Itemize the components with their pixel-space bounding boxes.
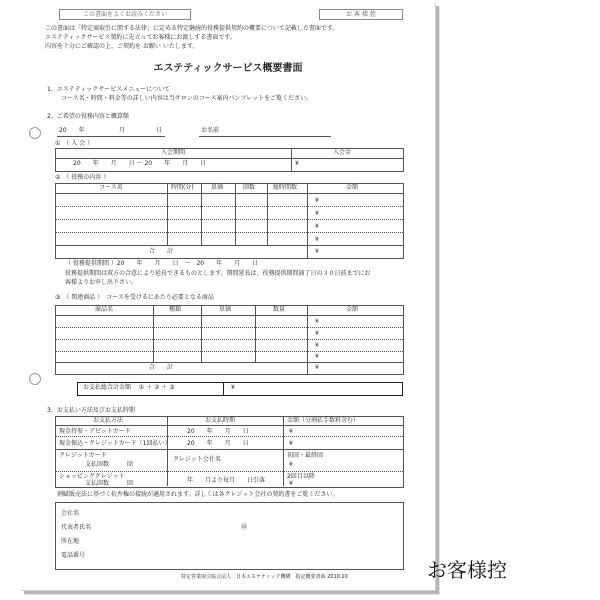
payment-timing: 20 年 月 日 xyxy=(187,440,249,447)
table-rule xyxy=(55,436,403,437)
date-underline xyxy=(57,136,165,137)
yen-sign: ¥ xyxy=(295,160,299,167)
section3-note: 割賦販売法に基づく抗弁権の接続が適用されます。詳しくは各クレジット会社の契約書をご覧ください。 xyxy=(57,491,339,498)
enroll-period-value: 20 年 月 日 〜 20 年 月 日 xyxy=(73,160,207,167)
table-rule xyxy=(55,425,403,426)
provision-period: （ 役務提供期間 ）20 年 月 日 〜 20 年 月 日 xyxy=(65,260,259,267)
down-payment: 初回・最終回 xyxy=(287,452,324,459)
grand-total-label: お支払総合計金額 ① ＋ ② ＋ ③ xyxy=(83,384,175,391)
yen-sign: ¥ xyxy=(315,210,319,217)
section1-body: コース名・時間・料金等の詳しい内容は当サロンのコース案内パンフレットをご覧ください。 xyxy=(61,95,313,102)
shopping-label: ショッピングクレジット xyxy=(59,473,125,480)
column-header: 総時間数 xyxy=(273,184,298,191)
credit-company: クレジット会社名 xyxy=(173,456,221,463)
seal-mark: ㊞ xyxy=(241,524,248,531)
column-header: お支払方法 xyxy=(93,417,124,424)
service-total-label: 合 計 xyxy=(149,248,174,255)
yen-sign: ¥ xyxy=(315,330,319,337)
date-month: 月 xyxy=(119,127,126,134)
table-rule xyxy=(55,327,403,328)
table-rule xyxy=(307,183,308,258)
payment-method: 現金持参・デビットカード xyxy=(59,428,131,435)
yen-sign: ¥ xyxy=(289,480,293,487)
section1-heading: 1、エステティックサービスメニューについて xyxy=(47,86,171,93)
yen-sign: ¥ xyxy=(315,197,319,204)
punch-hole xyxy=(29,373,41,385)
column-header: 金額（分割払手数料含む） xyxy=(287,417,360,424)
shop-info-box xyxy=(55,502,404,570)
table-rule xyxy=(55,158,403,159)
intro-line: エステティックサービス契約に先立ってお客様にお渡しする書面です。 xyxy=(45,34,236,41)
yen-sign: ¥ xyxy=(289,440,293,447)
column-header: 金額 xyxy=(346,184,359,191)
column-header: 時間(分) xyxy=(171,184,194,191)
table-rule xyxy=(307,305,308,374)
table-rule xyxy=(167,416,168,486)
table-rule xyxy=(201,183,202,245)
table-rule xyxy=(55,219,403,220)
notice-box-left: この書面をよくお読みください xyxy=(59,9,191,20)
table-rule xyxy=(255,305,256,362)
table-rule xyxy=(223,382,224,395)
customer-underline xyxy=(199,136,331,137)
column-header: コース名 xyxy=(99,184,123,191)
table-rule xyxy=(201,305,202,362)
shop-representative: 代表者氏名 xyxy=(61,524,92,531)
shopping-period: 年 月より毎月 日引落 xyxy=(187,477,266,484)
footer-note: 特定営業取引協会法人 日本エステティック機構 指定概要書面 2010.10 xyxy=(181,574,348,580)
yen-sign: ¥ xyxy=(315,248,319,255)
table-rule xyxy=(55,351,403,352)
customer-label: お名前 xyxy=(201,127,220,134)
table-rule xyxy=(55,232,403,233)
table-rule xyxy=(291,148,292,171)
date-year: 20 年 xyxy=(59,127,85,134)
payment-method: 現金振込・クレジットカード（1回払い） xyxy=(59,440,171,447)
service-heading: ② （ 役務の内容 ） xyxy=(55,174,110,181)
goods-heading: ③ （ 関連商品 ） コースを受けるにあたり必要となる商品 xyxy=(55,294,214,301)
yen-sign: ¥ xyxy=(315,223,319,230)
service-table xyxy=(55,183,404,259)
document-sheet xyxy=(21,3,436,591)
shop-company: 会社名 xyxy=(61,510,80,517)
table-rule xyxy=(283,416,284,486)
yen-sign: ¥ xyxy=(289,428,293,435)
punch-hole xyxy=(29,127,41,139)
table-rule xyxy=(55,449,403,450)
table-rule xyxy=(167,183,168,245)
document-title: エステティックサービス概要書面 xyxy=(153,63,303,74)
enroll-period-label: 入会期間 xyxy=(161,149,186,156)
each-payment: 2回目以降 xyxy=(287,473,315,480)
section3-heading: 3、お支払い方法及びお支払時期 xyxy=(47,407,135,414)
table-rule xyxy=(55,206,403,207)
notice-box-right: お 客 様 控 xyxy=(319,9,403,20)
grand-total-yen: ¥ xyxy=(231,384,235,391)
customer-copy-label: お客様控 xyxy=(427,558,507,582)
table-rule xyxy=(55,245,403,246)
column-header: お支払時期 xyxy=(205,417,236,424)
section2-heading: 2、ご希望の役務内容と概算額 xyxy=(47,113,129,120)
yen-sign: ¥ xyxy=(315,236,319,243)
yen-sign: ¥ xyxy=(315,342,319,349)
table-rule xyxy=(267,183,268,245)
intro-line: 内容を十分にご確認の上、ご契約を お願い いたします。 xyxy=(45,43,199,50)
credit-count: 支払回数 回 xyxy=(85,461,134,468)
table-rule xyxy=(55,339,403,340)
provision-note: 役務提供期間は双方の合意により延長できるものとします。期間延長は、役務提供期間満了日の３０日前までにお xyxy=(65,270,371,277)
yen-sign: ¥ xyxy=(289,461,293,468)
enroll-fee-label: 入会金 xyxy=(333,149,352,156)
column-header: 数量 xyxy=(273,306,286,313)
intro-line: この書面は「特定商取引に関する法律」に定める特定継続的役務提供契約の概要について記載した書面です。 xyxy=(45,25,339,32)
enroll-heading: ① （ 入 会 ） xyxy=(55,140,94,147)
column-header: 単価 xyxy=(219,306,232,313)
date-day: 日 xyxy=(156,127,163,134)
shop-address: 所在地 xyxy=(61,538,80,545)
column-header: 種類 xyxy=(169,306,182,313)
payment-timing: 20 年 月 日 xyxy=(187,428,249,435)
table-rule xyxy=(153,305,154,362)
table-rule xyxy=(55,193,403,194)
provision-note: 客様よりお申し出下さい。 xyxy=(65,279,138,286)
column-header: 商品名 xyxy=(95,306,114,313)
shop-phone: 電話番号 xyxy=(61,552,86,559)
yen-sign: ¥ xyxy=(315,318,319,325)
table-rule xyxy=(55,362,403,363)
table-rule xyxy=(55,471,403,472)
table-rule xyxy=(235,183,236,245)
yen-sign: ¥ xyxy=(315,364,319,371)
credit-label: クレジットカード xyxy=(59,452,107,459)
table-rule xyxy=(55,315,403,316)
column-header: 金額 xyxy=(346,306,359,313)
yen-sign: ¥ xyxy=(315,353,319,360)
goods-total-label: 合 計 xyxy=(149,364,174,371)
shopping-count: 支払回数 回 xyxy=(85,480,134,487)
column-header: 単価 xyxy=(211,184,224,191)
column-header: 回数 xyxy=(243,184,256,191)
